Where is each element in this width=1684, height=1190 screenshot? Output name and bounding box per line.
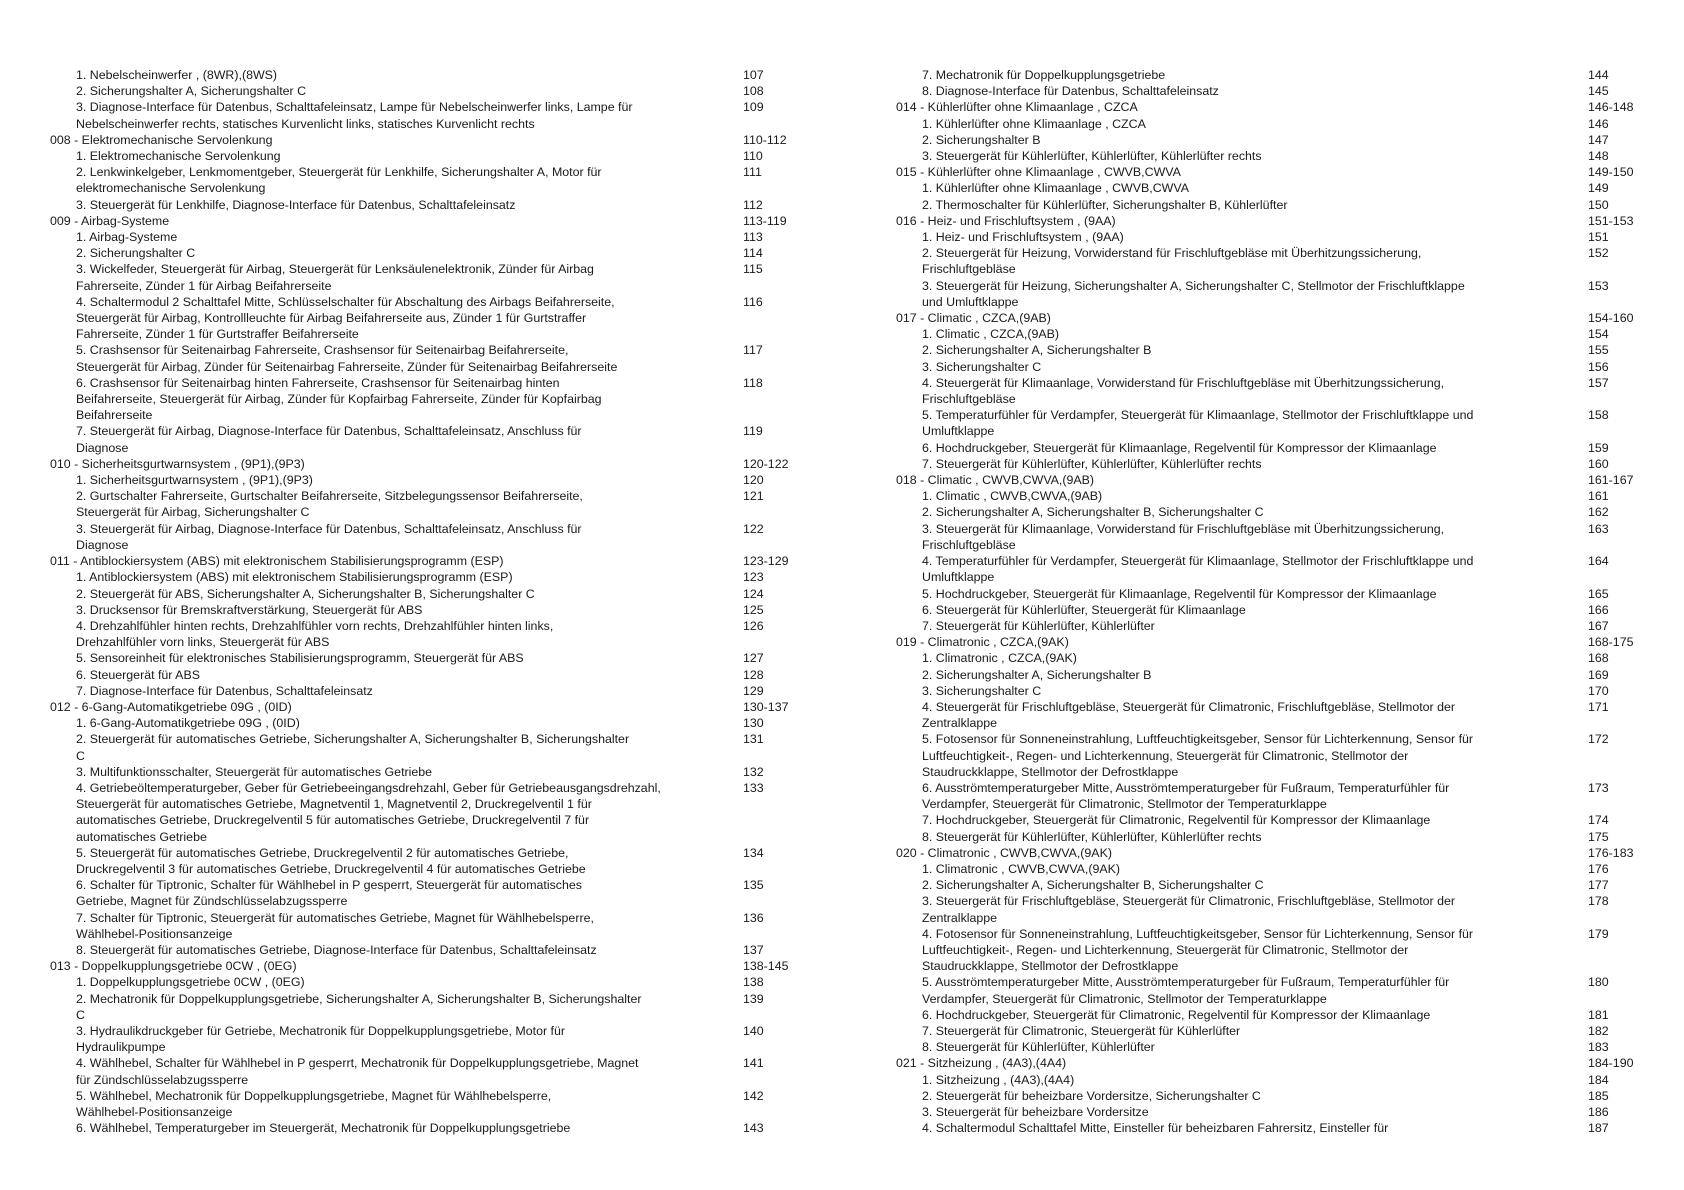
- toc-page-number: 176-183: [1588, 845, 1634, 860]
- toc-page-number: 121: [743, 489, 764, 504]
- toc-page-number: 138: [743, 975, 764, 990]
- toc-item-row: [50, 683, 790, 699]
- toc-item-text: 1. Climatic , CZCA,(9AB): [922, 327, 1060, 342]
- toc-item-text: 5. Fotosensor für Sonneneinstrahlung, Luftfeuchtigkeitsgeber, Sensor für Lichterkennung, Sensor für Luftfeuchtigkeit-, Regen- und Lichterkennung, Steuergerät für Climatronic, Stellmotor der Staudruckklappe, Stellmotor der Defrostklappe: [922, 732, 1474, 779]
- toc-item-row: [50, 67, 790, 83]
- toc-page-number: 149: [1588, 181, 1609, 196]
- toc-item-row: [50, 1088, 790, 1120]
- toc-item-row: [896, 278, 1641, 310]
- toc-section-title: 010 - Sicherheitsgurtwarnsystem , (9P1),(9P3): [50, 456, 305, 471]
- toc-item-text: 2. Sicherungshalter A, Sicherungshalter C: [76, 84, 307, 99]
- toc-item-text: 3. Steuergerät für Airbag, Diagnose-Interface für Datenbus, Schalttafeleinsatz, Anschluss für Diagnose: [76, 521, 582, 552]
- toc-left-column: [50, 67, 790, 1136]
- toc-page-number: 139: [743, 991, 764, 1006]
- toc-item-row: [896, 375, 1641, 407]
- toc-item-row: [896, 456, 1641, 472]
- toc-page-number: 120: [743, 473, 764, 488]
- toc-item-text: 3. Steuergerät für Heizung, Sicherungshalter A, Sicherungshalter C, Stellmotor der Frischluftklappe und Umluftklappe: [922, 278, 1465, 309]
- toc-page-number: 138-145: [743, 959, 789, 974]
- toc-section-row: [50, 958, 790, 974]
- toc-item-row: [896, 667, 1641, 683]
- toc-page-number: 157: [1588, 375, 1609, 390]
- toc-item-row: [896, 1023, 1641, 1039]
- toc-section-row: [896, 213, 1641, 229]
- toc-item-text: 7. Diagnose-Interface für Datenbus, Schalttafeleinsatz: [76, 683, 373, 698]
- toc-page-number: 187: [1588, 1121, 1609, 1136]
- toc-page-number: 166: [1588, 602, 1609, 617]
- toc-item-row: [50, 650, 790, 666]
- toc-item-row: [50, 521, 790, 553]
- toc-section-row: [896, 164, 1641, 180]
- toc-section-title: 020 - Climatronic , CWVB,CWVA,(9AK): [896, 845, 1112, 860]
- toc-item-text: 3. Steuergerät für Lenkhilfe, Diagnose-Interface für Datenbus, Schalttafeleinsatz: [76, 197, 516, 212]
- toc-section-title: 012 - 6-Gang-Automatikgetriebe 09G , (0ID): [50, 699, 292, 714]
- toc-item-row: [896, 926, 1641, 975]
- toc-item-text: 8. Steuergerät für Kühlerlüfter, Kühlerlüfter, Kühlerlüfter rechts: [922, 829, 1262, 844]
- toc-item-text: 4. Steuergerät für Klimaanlage, Vorwiderstand für Frischluftgebläse mit Überhitzungssicherung, Frischluftgebläse: [922, 375, 1445, 407]
- toc-item-row: [50, 569, 790, 585]
- toc-item-row: [896, 1120, 1641, 1136]
- toc-item-text: 5. Crashsensor für Seitenairbag Fahrerseite, Crashsensor für Seitenairbag Beifahrerseite, Steuergerät für Airbag, Zünder für Seitenairbag Fahrerseite, Zünder für Seitenairbag Beifahrerseite: [76, 343, 618, 374]
- toc-item-text: 1. Doppelkupplungsgetriebe 0CW , (0EG): [76, 975, 305, 990]
- toc-section-row: [896, 99, 1641, 115]
- toc-item-row: [896, 67, 1641, 83]
- toc-page-number: 144: [1588, 68, 1609, 82]
- toc-page-number: 151-153: [1588, 213, 1634, 228]
- toc-item-text: 7. Steuergerät für Kühlerlüfter, Kühlerlüfter: [922, 618, 1155, 633]
- toc-item-row: [896, 586, 1641, 602]
- toc-item-row: [896, 699, 1641, 731]
- toc-page-number: 130: [743, 716, 764, 731]
- toc-item-text: 8. Steuergerät für automatisches Getriebe, Diagnose-Interface für Datenbus, Schalttafeleinsatz: [76, 942, 597, 957]
- toc-page-number: 147: [1588, 132, 1609, 147]
- toc-item-row: [896, 488, 1641, 504]
- toc-section-title: 015 - Kühlerlüfter ohne Klimaanlage , CWVB,CWVA: [896, 165, 1181, 180]
- toc-item-text: 3. Steuergerät für Frischluftgebläse, Steuergerät für Climatronic, Frischluftgebläse, Stellmotor der Zentralklappe: [922, 894, 1456, 925]
- toc-section-row: [50, 213, 790, 229]
- toc-item-text: 1. Heiz- und Frischluftsystem , (9AA): [922, 230, 1124, 245]
- toc-item-row: [896, 893, 1641, 925]
- toc-page-number: 123-129: [743, 554, 789, 569]
- toc-page-number: 156: [1588, 359, 1609, 374]
- toc-page-number: 168: [1588, 651, 1609, 666]
- toc-item-text: 6. Crashsensor für Seitenairbag hinten Fahrerseite, Crashsensor für Seitenairbag hinten Beifahrerseite, Steuergerät für Airbag, Zünder für Kopfairbag Fahrerseite, Zünder für Kopfairbag Beifahrerseite: [76, 375, 602, 423]
- toc-page-number: 163: [1588, 521, 1609, 536]
- toc-item-text: 2. Sicherungshalter A, Sicherungshalter B: [922, 343, 1152, 358]
- toc-item-row: [50, 164, 790, 196]
- toc-section-title: 016 - Heiz- und Frischluftsystem , (9AA): [896, 213, 1116, 228]
- toc-item-text: 1. Climatic , CWVB,CWVA,(9AB): [922, 489, 1103, 504]
- toc-item-text: 1. Kühlerlüfter ohne Klimaanlage , CZCA: [922, 116, 1146, 131]
- toc-page-number: 134: [743, 845, 764, 860]
- toc-page-number: 171: [1588, 699, 1609, 714]
- toc-item-row: [896, 407, 1641, 439]
- toc-page-number: 181: [1588, 1007, 1609, 1022]
- toc-item-text: 1. Kühlerlüfter ohne Klimaanlage , CWVB,CWVA: [922, 181, 1189, 196]
- toc-item-text: 2. Mechatronik für Doppelkupplungsgetriebe, Sicherungshalter A, Sicherungshalter B, Sicherungshalter C: [76, 991, 642, 1022]
- toc-item-text: 4. Fotosensor für Sonneneinstrahlung, Luftfeuchtigkeitsgeber, Sensor für Lichterkennung, Sensor für Luftfeuchtigkeit-, Regen- und Lichterkennung, Steuergerät für Climatronic, Stellmotor der Staudruckklappe, Stellmotor der Defrostklappe: [922, 926, 1474, 974]
- toc-item-row: [50, 845, 790, 877]
- toc-page-number: 127: [743, 651, 764, 666]
- toc-page-number: 123: [743, 570, 764, 585]
- toc-item-text: 2. Sicherungshalter A, Sicherungshalter B: [922, 667, 1152, 682]
- toc-item-text: 7. Mechatronik für Doppelkupplungsgetriebe: [922, 68, 1166, 82]
- toc-page-number: 152: [1588, 246, 1609, 261]
- toc-page-number: 122: [743, 521, 764, 536]
- toc-page-number: 168-175: [1588, 635, 1634, 650]
- toc-item-text: 2. Steuergerät für automatisches Getriebe, Sicherungshalter A, Sicherungshalter B, Sicherungshalter C: [76, 732, 630, 763]
- toc-item-row: [896, 731, 1641, 780]
- toc-item-row: [50, 602, 790, 618]
- toc-item-row: [50, 423, 790, 455]
- toc-item-row: [896, 553, 1641, 585]
- toc-section-title: 013 - Doppelkupplungsgetriebe 0CW , (0EG): [50, 959, 297, 974]
- toc-page-number: 151: [1588, 230, 1609, 245]
- toc-page-number: 126: [743, 618, 764, 633]
- toc-page-number: 136: [743, 910, 764, 925]
- toc-page-number: 131: [743, 732, 764, 747]
- toc-page-number: 128: [743, 667, 764, 682]
- toc-item-text: 5. Hochdruckgeber, Steuergerät für Klimaanlage, Regelventil für Kompressor der Klimaanlage: [922, 586, 1437, 601]
- toc-item-row: [896, 829, 1641, 845]
- toc-item-row: [896, 326, 1641, 342]
- toc-item-row: [50, 991, 790, 1023]
- toc-item-text: 7. Hochdruckgeber, Steuergerät für Climatronic, Regelventil für Kompressor der Klimaanlage: [922, 813, 1431, 828]
- toc-item-text: 4. Temperaturfühler für Verdampfer, Steuergerät für Klimaanlage, Stellmotor der Frischluftklappe und Umluftklappe: [922, 554, 1474, 585]
- toc-item-text: 1. Sicherheitsgurtwarnsystem , (9P1),(9P3): [76, 473, 313, 488]
- toc-page-number: 124: [743, 586, 764, 601]
- toc-item-text: 4. Schaltermodul Schalttafel Mitte, Einsteller für beheizbaren Fahrersitz, Einsteller für: [922, 1121, 1389, 1136]
- toc-item-text: 7. Schalter für Tiptronic, Steuergerät für automatisches Getriebe, Magnet für Wählhebelsperre, Wählhebel-Positionsanzeige: [76, 910, 594, 941]
- toc-item-row: [50, 488, 790, 520]
- toc-section-row: [50, 699, 790, 715]
- toc-page-number: 170: [1588, 683, 1609, 698]
- toc-item-text: 5. Temperaturfühler für Verdampfer, Steuergerät für Klimaanlage, Stellmotor der Frischluftklappe und Umluftklappe: [922, 408, 1474, 439]
- toc-item-text: 7. Steuergerät für Climatronic, Steuergerät für Kühlerlüfter: [922, 1023, 1241, 1038]
- toc-page-number: 107: [743, 68, 764, 82]
- toc-item-row: [50, 877, 790, 909]
- toc-item-row: [50, 229, 790, 245]
- toc-page-number: 178: [1588, 894, 1609, 909]
- toc-item-text: 3. Steuergerät für Kühlerlüfter, Kühlerlüfter, Kühlerlüfter rechts: [922, 149, 1262, 164]
- toc-page-number: 167: [1588, 618, 1609, 633]
- toc-section-title: 017 - Climatic , CZCA,(9AB): [896, 311, 1051, 326]
- toc-item-text: 2. Sicherungshalter A, Sicherungshalter B, Sicherungshalter C: [922, 878, 1264, 893]
- toc-page-number: 145: [1588, 84, 1609, 99]
- toc-item-text: 3. Diagnose-Interface für Datenbus, Schalttafeleinsatz, Lampe für Nebelscheinwerfer links, Lampe für Nebelscheinwerfer rechts, statisches Kurvenlicht links, statisches Kurvenlicht rechts: [76, 100, 633, 131]
- toc-item-row: [896, 197, 1641, 213]
- toc-page-number: 184: [1588, 1072, 1609, 1087]
- toc-page-number: 153: [1588, 278, 1609, 293]
- toc-item-text: 5. Steuergerät für automatisches Getriebe, Druckregelventil 2 für automatisches Getriebe, Druckregelventil 3 für automatisches Getriebe, Druckregelventil 4 für automatisches Getriebe: [76, 845, 586, 876]
- toc-item-text: 6. Hochdruckgeber, Steuergerät für Klimaanlage, Regelventil für Kompressor der Klimaanlage: [922, 440, 1437, 455]
- toc-item-text: 1. Climatronic , CWVB,CWVA,(9AK): [922, 861, 1121, 876]
- toc-page-number: 113: [743, 230, 763, 245]
- toc-item-row: [896, 83, 1641, 99]
- toc-page-number: 120-122: [743, 456, 789, 471]
- toc-item-row: [50, 375, 790, 424]
- toc-item-row: [50, 261, 790, 293]
- toc-item-text: 2. Gurtschalter Fahrerseite, Gurtschalter Beifahrerseite, Sitzbelegungssensor Beifahrerseite, Steuergerät für Airbag, Sicherungshalter C: [76, 489, 583, 520]
- toc-page-number: 112: [743, 197, 763, 212]
- toc-page-number: 125: [743, 602, 764, 617]
- toc-item-text: 2. Lenkwinkelgeber, Lenkmomentgeber, Steuergerät für Lenkhilfe, Sicherungshalter A, Motor für elektromechanische Servolenkung: [76, 165, 602, 196]
- toc-page-number: 132: [743, 764, 764, 779]
- toc-item-row: [896, 1104, 1641, 1120]
- toc-page-number: 146: [1588, 116, 1609, 131]
- toc-page-number: 146-148: [1588, 100, 1634, 115]
- toc-item-row: [896, 1007, 1641, 1023]
- toc-item-row: [896, 229, 1641, 245]
- toc-item-text: 3. Multifunktionsschalter, Steuergerät für automatisches Getriebe: [76, 764, 433, 779]
- toc-section-title: 014 - Kühlerlüfter ohne Klimaanlage , CZCA: [896, 100, 1138, 115]
- toc-page-number: 183: [1588, 1040, 1609, 1055]
- toc-item-row: [896, 683, 1641, 699]
- toc-item-text: 7. Steuergerät für Airbag, Diagnose-Interface für Datenbus, Schalttafeleinsatz, Anschluss für Diagnose: [76, 424, 582, 455]
- toc-page-number: 154: [1588, 327, 1609, 342]
- toc-item-text: 4. Drehzahlfühler hinten rechts, Drehzahlfühler vorn rechts, Drehzahlfühler hinten links, Drehzahlfühler vorn links, Steuergerät für ABS: [76, 618, 554, 650]
- toc-item-text: 2. Steuergerät für beheizbare Vordersitze, Sicherungshalter C: [922, 1088, 1261, 1103]
- toc-item-row: [896, 618, 1641, 634]
- toc-item-row: [896, 602, 1641, 618]
- toc-item-text: 5. Sensoreinheit für elektronisches Stabilisierungsprogramm, Steuergerät für ABS: [76, 651, 524, 666]
- toc-item-row: [50, 342, 790, 374]
- toc-page-number: 113-119: [743, 213, 787, 228]
- toc-page-number: 182: [1588, 1023, 1609, 1038]
- toc-page-number: 160: [1588, 456, 1609, 471]
- toc-item-row: [50, 1120, 790, 1136]
- toc-item-text: 5. Ausströmtemperaturgeber Mitte, Ausströmtemperaturgeber für Fußraum, Temperaturfühler für Verdampfer, Steuergerät für Climatronic, Stellmotor der Temperaturklappe: [922, 975, 1450, 1006]
- toc-item-text: 6. Steuergerät für ABS: [76, 667, 200, 682]
- toc-item-row: [50, 715, 790, 731]
- toc-item-text: 4. Wählhebel, Schalter für Wählhebel in P gesperrt, Mechatronik für Doppelkupplungsgetriebe, Magnet für Zündschlüsselabzugssperre: [76, 1056, 639, 1087]
- toc-item-row: [896, 245, 1641, 277]
- toc-item-text: 1. Antiblockiersystem (ABS) mit elektronischem Stabilisierungsprogramm (ESP): [76, 570, 513, 585]
- toc-page-number: 115: [743, 262, 763, 277]
- toc-page-number: 135: [743, 878, 764, 893]
- toc-page-number: 116: [743, 294, 763, 309]
- toc-page-number: 174: [1588, 813, 1609, 828]
- toc-item-row: [896, 521, 1641, 553]
- toc-page-number: 142: [743, 1088, 764, 1103]
- toc-item-text: 7. Steuergerät für Kühlerlüfter, Kühlerlüfter, Kühlerlüfter rechts: [922, 456, 1262, 471]
- toc-item-text: 2. Steuergerät für Heizung, Vorwiderstand für Frischluftgebläse mit Überhitzungssicherung, Frischluftgebläse: [922, 246, 1422, 277]
- toc-page-number: 175: [1588, 829, 1609, 844]
- toc-item-row: [50, 99, 790, 131]
- toc-page-number: 161-167: [1588, 473, 1634, 488]
- toc-item-row: [896, 861, 1641, 877]
- toc-item-text: 1. Airbag-Systeme: [76, 230, 178, 245]
- toc-item-row: [896, 1088, 1641, 1104]
- toc-item-text: 6. Hochdruckgeber, Steuergerät für Climatronic, Regelventil für Kompressor der Klimaanlage: [922, 1007, 1431, 1022]
- toc-item-row: [50, 1055, 790, 1087]
- toc-item-text: 4. Schaltermodul 2 Schalttafel Mitte, Schlüsselschalter für Abschaltung des Airbags Beifahrerseite, Steuergerät für Airbag, Kontrollleuchte für Airbag Beifahrerseite aus, Zünder 1 für Gurtstraffer Fahrerseite, Zünder 1 für Gurtstraffer Beifahrerseite: [76, 294, 615, 342]
- toc-item-text: 2. Sicherungshalter A, Sicherungshalter B, Sicherungshalter C: [922, 505, 1264, 520]
- toc-page-number: 177: [1588, 878, 1609, 893]
- toc-page-number: 117: [743, 343, 763, 358]
- toc-page-number: 129: [743, 683, 764, 698]
- toc-item-row: [896, 504, 1641, 520]
- toc-item-text: 3. Sicherungshalter C: [922, 683, 1042, 698]
- toc-section-title: 008 - Elektromechanische Servolenkung: [50, 132, 273, 147]
- toc-item-row: [896, 148, 1641, 164]
- toc-item-text: 2. Thermoschalter für Kühlerlüfter, Sicherungshalter B, Kühlerlüfter: [922, 197, 1288, 212]
- toc-page-number: 165: [1588, 586, 1609, 601]
- toc-page-number: 159: [1588, 440, 1609, 455]
- toc-item-row: [50, 245, 790, 261]
- toc-page-number: 149-150: [1588, 165, 1634, 180]
- toc-page-number: 110-112: [743, 132, 787, 147]
- toc-item-text: 3. Drucksensor für Bremskraftverstärkung, Steuergerät für ABS: [76, 602, 423, 617]
- toc-page-number: 114: [743, 246, 763, 261]
- toc-item-row: [50, 731, 790, 763]
- toc-item-row: [896, 116, 1641, 132]
- toc-section-row: [896, 634, 1641, 650]
- toc-page-number: 162: [1588, 505, 1609, 520]
- toc-section-row: [896, 1055, 1641, 1071]
- toc-item-text: 2. Steuergerät für ABS, Sicherungshalter A, Sicherungshalter B, Sicherungshalter C: [76, 586, 535, 601]
- toc-item-text: 3. Steuergerät für beheizbare Vordersitze: [922, 1105, 1149, 1119]
- toc-item-text: 5. Wählhebel, Mechatronik für Doppelkupplungsgetriebe, Magnet für Wählhebelsperre, Wählhebel-Positionsanzeige: [76, 1088, 552, 1119]
- toc-section-row: [50, 553, 790, 569]
- toc-page-number: 172: [1588, 732, 1609, 747]
- toc-item-row: [50, 618, 790, 650]
- toc-page-number: 119: [743, 424, 763, 439]
- toc-item-text: 1. 6-Gang-Automatikgetriebe 09G , (0ID): [76, 716, 300, 731]
- toc-page-number: 176: [1588, 861, 1609, 876]
- toc-item-row: [896, 440, 1641, 456]
- toc-item-row: [896, 1072, 1641, 1088]
- toc-item-row: [896, 780, 1641, 812]
- toc-item-row: [896, 342, 1641, 358]
- toc-page-number: 150: [1588, 197, 1609, 212]
- toc-page-number: 118: [743, 375, 763, 390]
- toc-page-number: 158: [1588, 408, 1609, 423]
- toc-section-title: 021 - Sitzheizung , (4A3),(4A4): [896, 1056, 1067, 1071]
- toc-item-row: [896, 180, 1641, 196]
- toc-item-text: 3. Steuergerät für Klimaanlage, Vorwiderstand für Frischluftgebläse mit Überhitzungssicherung, Frischluftgebläse: [922, 521, 1445, 552]
- toc-section-title: 009 - Airbag-Systeme: [50, 213, 170, 228]
- toc-item-text: 6. Ausströmtemperaturgeber Mitte, Ausströmtemperaturgeber für Fußraum, Temperaturfühler für Verdampfer, Steuergerät für Climatronic, Stellmotor der Temperaturklappe: [922, 780, 1450, 812]
- toc-item-text: 2. Sicherungshalter B: [922, 132, 1041, 147]
- toc-item-text: 4. Steuergerät für Frischluftgebläse, Steuergerät für Climatronic, Frischluftgebläse, Stellmotor der Zentralklappe: [922, 699, 1456, 731]
- toc-item-row: [50, 472, 790, 488]
- toc-section-row: [896, 845, 1641, 861]
- toc-section-title: 018 - Climatic , CWVB,CWVA,(9AB): [896, 473, 1095, 488]
- toc-item-text: 6. Wählhebel, Temperaturgeber im Steuergerät, Mechatronik für Doppelkupplungsgetriebe: [76, 1121, 571, 1136]
- toc-page-number: 148: [1588, 149, 1609, 164]
- toc-page-number: 108: [743, 84, 764, 99]
- toc-item-text: 6. Steuergerät für Kühlerlüfter, Steuergerät für Klimaanlage: [922, 602, 1246, 617]
- toc-item-row: [896, 812, 1641, 828]
- toc-item-row: [896, 650, 1641, 666]
- toc-item-text: 1. Elektromechanische Servolenkung: [76, 149, 281, 164]
- toc-section-row: [50, 456, 790, 472]
- toc-item-text: 8. Diagnose-Interface für Datenbus, Schalttafeleinsatz: [922, 84, 1219, 99]
- toc-page-number: 143: [743, 1121, 764, 1136]
- toc-page-number: 179: [1588, 926, 1609, 941]
- toc-item-row: [896, 359, 1641, 375]
- toc-item-row: [50, 764, 790, 780]
- toc-item-text: 3. Hydraulikdruckgeber für Getriebe, Mechatronik für Doppelkupplungsgetriebe, Motor für Hydraulikpumpe: [76, 1023, 565, 1055]
- toc-page-number: 185: [1588, 1088, 1609, 1103]
- toc-page-number: 173: [1588, 780, 1609, 795]
- toc-item-row: [896, 974, 1641, 1006]
- toc-item-text: 3. Sicherungshalter C: [922, 359, 1042, 374]
- toc-item-text: 3. Wickelfeder, Steuergerät für Airbag, Steuergerät für Lenksäulenelektronik, Zünder für Airbag Fahrerseite, Zünder 1 für Airbag Beifahrerseite: [76, 262, 594, 293]
- toc-section-row: [896, 310, 1641, 326]
- toc-page-number: 164: [1588, 554, 1609, 569]
- toc-item-row: [50, 1023, 790, 1055]
- toc-page-number: 186: [1588, 1105, 1609, 1119]
- toc-page-number: 155: [1588, 343, 1609, 358]
- toc-item-text: 1. Nebelscheinwerfer , (8WR),(8WS): [76, 68, 278, 82]
- toc-item-text: 8. Steuergerät für Kühlerlüfter, Kühlerlüfter: [922, 1040, 1155, 1055]
- toc-item-row: [896, 1039, 1641, 1055]
- toc-item-row: [50, 910, 790, 942]
- toc-section-row: [896, 472, 1641, 488]
- toc-item-text: 1. Climatronic , CZCA,(9AK): [922, 651, 1077, 666]
- toc-item-text: 6. Schalter für Tiptronic, Schalter für Wählhebel in P gesperrt, Steuergerät für automatisches Getriebe, Magnet für Zündschlüsselabzugssperre: [76, 878, 582, 909]
- toc-item-text: 4. Getriebeöltemperaturgeber, Geber für Getriebeeingangsdrehzahl, Geber für Getriebeausgangsdrehzahl, Steuergerät für automatisches Getriebe, Magnetventil 1, Magnetventil 2, Druckregelventil 1 für automatisches Getriebe, Druckregelventil 5 für automatisches Getriebe, Druckregelventil 7 für automatisches Getriebe: [76, 780, 661, 844]
- toc-item-row: [50, 148, 790, 164]
- toc-section-title: 019 - Climatronic , CZCA,(9AK): [896, 635, 1069, 650]
- toc-right-column: [896, 67, 1641, 1136]
- toc-section-title: 011 - Antiblockiersystem (ABS) mit elektronischem Stabilisierungsprogramm (ESP): [50, 554, 504, 569]
- toc-page-number: 169: [1588, 667, 1609, 682]
- toc-item-text: 2. Sicherungshalter C: [76, 246, 196, 261]
- toc-item-row: [50, 780, 790, 845]
- toc-page-number: 130-137: [743, 699, 789, 714]
- toc-page-number: 109: [743, 100, 764, 115]
- toc-page-number: 110: [743, 149, 763, 164]
- toc-item-row: [896, 132, 1641, 148]
- toc-item-row: [50, 294, 790, 343]
- toc-page-number: 133: [743, 780, 764, 795]
- toc-page-number: 154-160: [1588, 311, 1634, 326]
- toc-page-number: 161: [1588, 489, 1609, 504]
- toc-page-number: 140: [743, 1023, 764, 1038]
- toc-page-number: 180: [1588, 975, 1609, 990]
- toc-page-number: 137: [743, 942, 764, 957]
- toc-item-row: [50, 586, 790, 602]
- toc-item-text: 1. Sitzheizung , (4A3),(4A4): [922, 1072, 1075, 1087]
- toc-item-row: [50, 83, 790, 99]
- toc-item-row: [50, 942, 790, 958]
- toc-item-row: [896, 877, 1641, 893]
- toc-page-number: 184-190: [1588, 1056, 1634, 1071]
- toc-section-row: [50, 132, 790, 148]
- toc-item-row: [50, 197, 790, 213]
- toc-page-number: 141: [743, 1056, 764, 1071]
- toc-page-number: 111: [743, 165, 762, 180]
- toc-item-row: [50, 667, 790, 683]
- toc-item-row: [50, 974, 790, 990]
